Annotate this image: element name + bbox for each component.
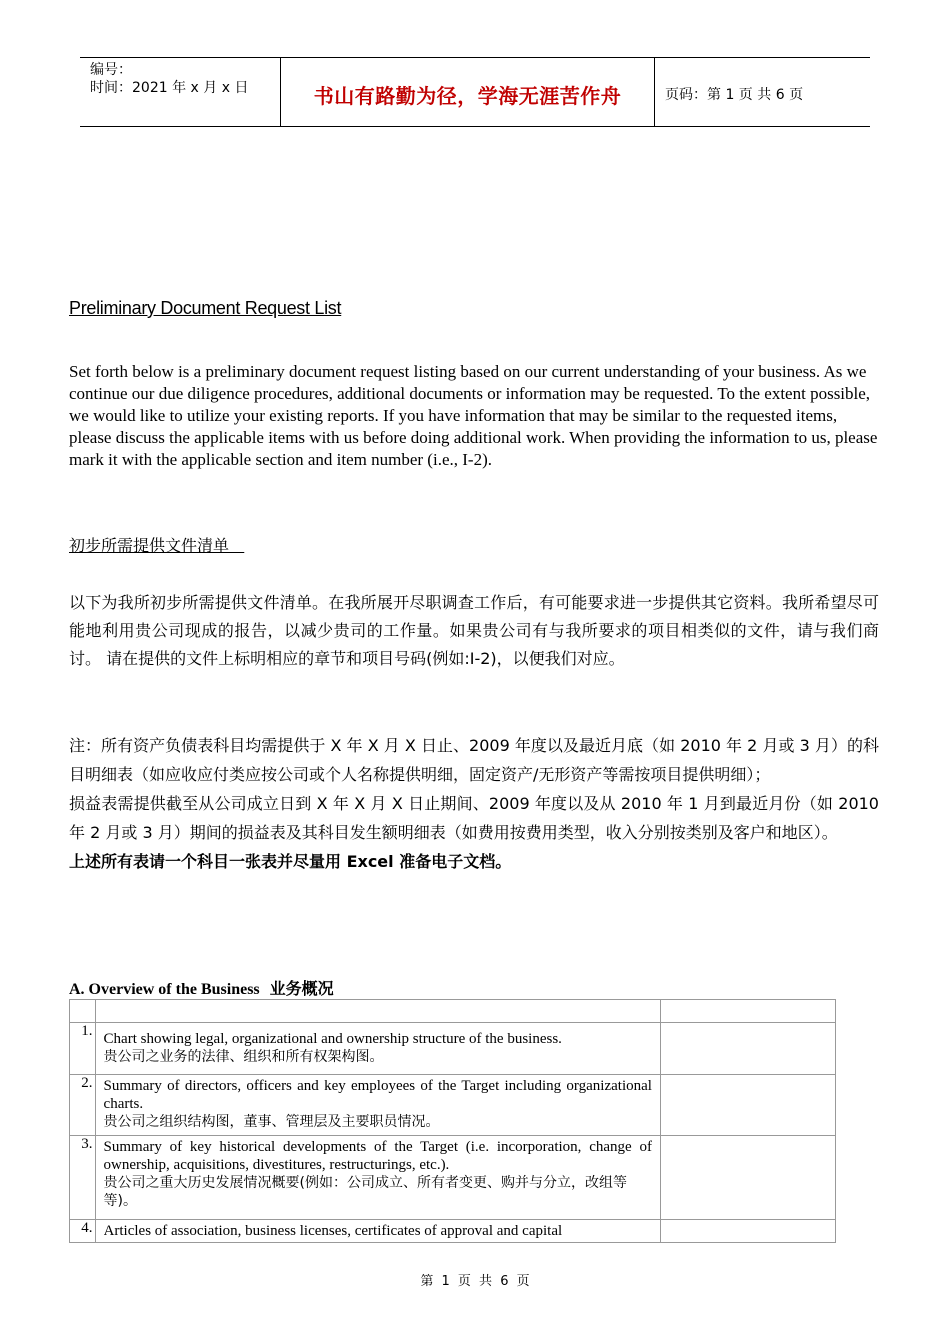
table-cell xyxy=(70,1000,96,1023)
item-description xyxy=(95,1023,660,1075)
item-description-cn: 贵公司之重大历史发展情况概要(例如：公司成立、所有者变更、购并与分立，改组等等)。 xyxy=(103,1175,628,1209)
item-description-cn: 贵公司之组织结构图，董事、管理层及主要职员情况。 xyxy=(103,1114,440,1130)
chinese-title: 初步所需提供文件清单 xyxy=(69,536,245,555)
header-page-info: 页码：第 1 页 共 6 页 xyxy=(665,87,804,103)
table-header-row xyxy=(70,1000,836,1023)
section-a-title-en: A. Overview of the Business xyxy=(69,981,260,998)
item-description-cn: 贵公司之业务的法律、组织和所有权架构图。 xyxy=(103,1049,384,1065)
notes-block xyxy=(69,731,879,876)
table-row xyxy=(70,1220,836,1243)
english-title: Preliminary Document Request List xyxy=(69,298,342,318)
item-number: 2. xyxy=(70,1075,96,1136)
item-description-en: Summary of key historical developments of the Target (i.e. incorporation, change of ownership, acquisitions, divestitures, restructurings, etc.). xyxy=(103,1139,652,1173)
item-number: 3. xyxy=(70,1136,96,1220)
table-cell xyxy=(660,1000,835,1023)
page-header xyxy=(80,57,870,127)
item-description-en: Articles of association, business licenses, certificates of approval and capital xyxy=(103,1223,563,1239)
english-intro-paragraph: Set forth below is a preliminary document request listing based on our current understanding of your business. As we continue our due diligence procedures, additional documents or information may be requested. To the extent possible, we would like to utilize your existing reports. If you have information that may be similar to the requested items, please discuss the applicable items with us before doing additional work. When providing the information to us, please mark it with the applicable section and item number (i.e., I-2). xyxy=(69,362,878,469)
table-cell xyxy=(95,1000,660,1023)
page-footer: 第 1 页 共 6 页 xyxy=(420,1274,530,1289)
chinese-intro-paragraph: 以下为我所初步所需提供文件清单。在我所展开尽职调查工作后，有可能要求进一步提供其它资料。我所希望尽可能地利用贵公司现成的报告，以减少贵司的工作量。如果贵公司有与我所要求的项目相类似的文件，请与我们商讨。 请在提供的文件上标明相应的章节和项目号码(例如:I-2)，以便我们对应。 xyxy=(69,593,879,668)
table-row xyxy=(70,1136,836,1220)
header-meta-cell xyxy=(80,58,281,126)
header-motto: 书山有路勤为径，学海无涯苦作舟 xyxy=(313,84,622,108)
item-description xyxy=(95,1136,660,1220)
document-number-label: 编号： xyxy=(90,62,132,78)
table-row xyxy=(70,1023,836,1075)
note-excel-instruction: 上述所有表请一个科目一张表并尽量用 Excel 准备电子文档。 xyxy=(69,852,512,871)
note-income-statement: 损益表需提供截至从公司成立日到 X 年 X 月 X 日止期间、2009 年度以及从 2010 年 1 月到最近月份（如 2010 年 2 月或 3 月）期间的损益表及其科目发生额明细表（如费用按费用类型，收入分别按类别及客户和地区）。 xyxy=(69,794,879,842)
item-description-en: Summary of directors, officers and key employees of the Target including organizational charts. xyxy=(103,1078,652,1112)
item-response-cell xyxy=(660,1136,835,1220)
item-response-cell xyxy=(660,1220,835,1243)
item-description-en: Chart showing legal, organizational and ownership structure of the business. xyxy=(103,1031,562,1047)
item-response-cell xyxy=(660,1023,835,1075)
item-number: 1. xyxy=(70,1023,96,1075)
document-time-label: 时间：2021 年 x 月 x 日 xyxy=(90,80,249,96)
header-motto-cell xyxy=(281,58,655,126)
section-a-title xyxy=(69,976,334,999)
request-items-table xyxy=(69,999,836,1243)
table-row xyxy=(70,1075,836,1136)
item-description xyxy=(95,1220,660,1243)
item-number: 4. xyxy=(70,1220,96,1243)
header-page-cell xyxy=(655,58,870,126)
item-description xyxy=(95,1075,660,1136)
note-balance-sheet: 注：所有资产负债表科目均需提供于 X 年 X 月 X 日止、2009 年度以及最近月底（如 2010 年 2 月或 3 月）的科目明细表（如应收应付类应按公司或个人名称提供明细，固定资产/无形资产等需按项目提供明细）； xyxy=(69,736,879,784)
item-response-cell xyxy=(660,1075,835,1136)
section-a-title-cn: 业务概况 xyxy=(269,979,334,998)
